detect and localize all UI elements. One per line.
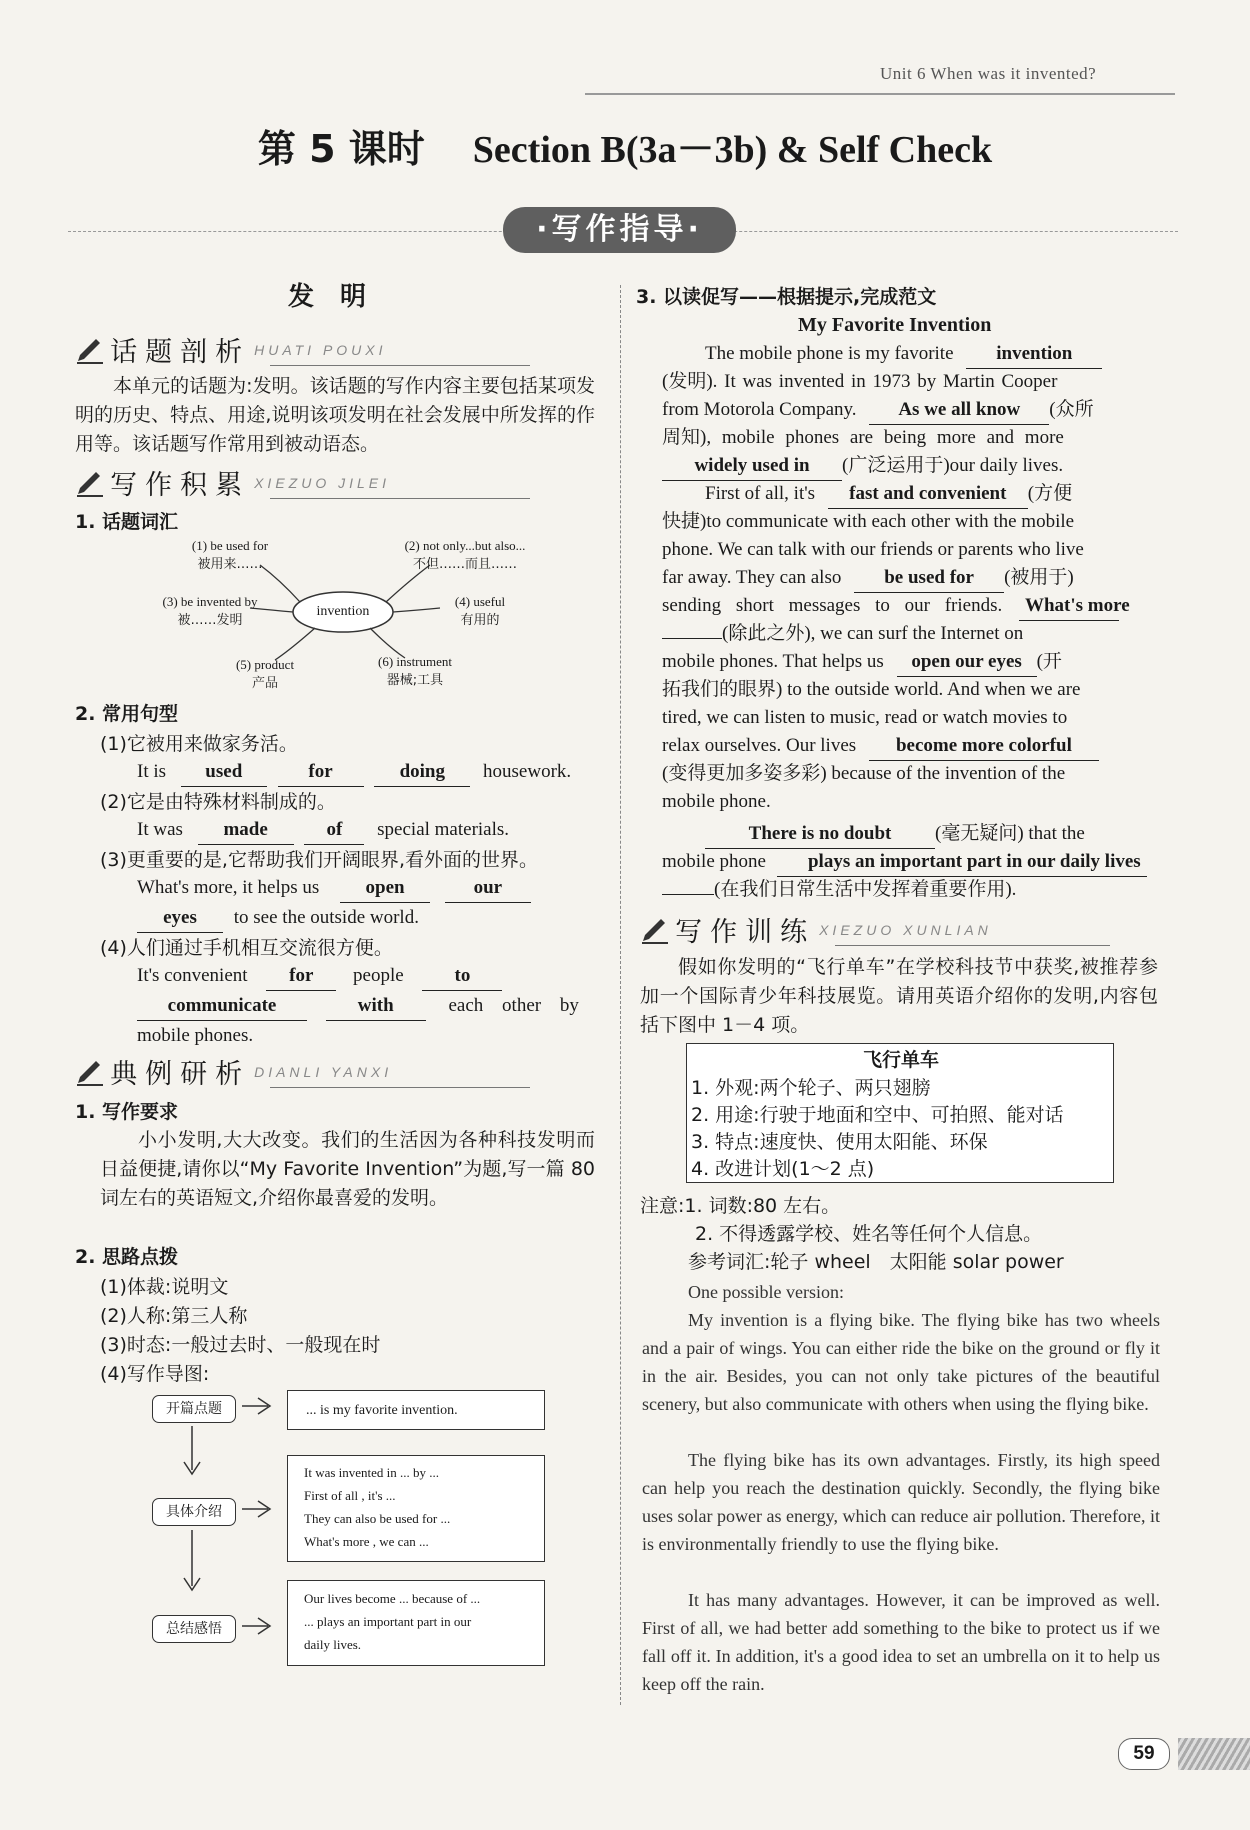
node-zh: 被用来…… [197,557,263,572]
title-en: Section B(3a－3b) & Self Check [472,129,993,171]
section-writing-accumulation [75,463,390,501]
text: (开 [1036,651,1062,672]
text: (毫无疑问) that the [935,823,1085,844]
hint-3: (3)时态:一般过去时、一般现在时 [100,1334,381,1356]
node-en: (4) useful [454,594,506,609]
q3-title: 3. 以读促写——根据提示,完成范文 [636,286,937,308]
essay-line-17: mobile phone. [662,791,771,812]
answer: become more colorful [869,732,1099,761]
note-3: 参考词汇:轮子 wheel 太阳能 solar power [688,1251,1064,1273]
text: It's convenient [137,965,248,986]
section-pinyin: XIEZUO XUNLIAN [819,921,992,938]
section-rule [270,365,530,366]
section-rule [270,1087,530,1088]
sentence-1-en [137,758,571,787]
flow-step-1: 开篇点题 [152,1395,236,1423]
essay-line-8: phone. We can talk with our friends or parents who live [662,539,1084,560]
text: It is [137,761,167,782]
essay-line-11 [662,620,1023,648]
answer: made [198,816,294,845]
topic-heading: 发 明 [288,282,367,312]
text: mobile phones. That helps us [662,651,884,672]
section-title: 话题剖析 [110,337,251,368]
sentence-3-en [137,874,531,903]
table-title: 飞行单车 [862,1049,939,1071]
flow-box-text: daily lives. [304,1637,362,1652]
text: (众所 [1049,399,1094,420]
text: housework. [483,761,572,782]
sentence-4-zh: (4)人们通过手机相互交流很方便。 [100,937,393,959]
node-zh: 产品 [251,676,278,691]
node-zh: 不但……而且…… [412,557,517,572]
text: from Motorola Company. [662,399,857,420]
sentence-1-zh: (1)它被用来做家务活。 [100,733,298,755]
sub-hints: 2. 思路点拨 [75,1246,179,1268]
text: (方便 [1027,483,1073,504]
answer: widely used in [662,452,842,481]
note-1: 注意:1. 词数:80 左右。 [640,1195,841,1217]
section-title: 写作积累 [110,470,251,501]
answer: plays an important part in our daily lives [777,848,1147,877]
page-corner-stripe [1178,1738,1250,1770]
flow-box-text: It was invented in ... by ... [304,1465,440,1480]
page-title [0,118,1250,173]
answer: to [422,962,502,991]
essay-line-7: 快捷)to communicate with each other with the mobile [662,511,1075,532]
text: First of all, it's [705,483,816,504]
flow-arrows [150,1390,290,1660]
hint-1: (1)体裁:说明文 [100,1276,229,1298]
answer: our [445,874,531,903]
sub-topic-words: 1. 话题词汇 [75,511,179,533]
answer: eyes [137,904,223,933]
flow-box-text: They can also be used for ... [304,1511,451,1526]
pen-icon [75,468,105,498]
pen-icon [75,1057,105,1087]
sentence-2-en [137,816,509,845]
answer: for [266,962,336,991]
mind-center: invention [316,604,370,619]
answer: used [181,758,267,787]
node-en: (3) be invented by [162,594,258,609]
essay-title: My Favorite Invention [798,314,992,336]
mind-node-5 [210,655,320,693]
text: mobile phone [662,851,766,872]
text: far away. They can also [662,567,842,588]
section-title: 写作训练 [675,917,816,948]
answer: communicate [137,992,307,1021]
flow-box-1 [287,1390,545,1430]
flow-box-text: Our lives become ... because of ... [304,1591,481,1606]
text: to see the outside world. [233,907,419,928]
flow-box-2 [287,1455,545,1562]
text: sending short messages to our friends. [662,595,1003,616]
text: What's more, it helps us [137,877,320,898]
answer: fast and convenient [828,480,1028,509]
section-pinyin: HUATI POUXI [254,341,387,358]
text: (除此之外), we can surf the Internet on [722,623,1024,644]
answer: As we all know [869,396,1049,425]
hint-2: (2)人称:第三人称 [100,1305,248,1327]
essay-line-10 [662,592,1130,621]
hint-4: (4)写作导图: [100,1363,210,1385]
sample-para-1: My invention is a flying bike. The flying bike has two wheels and a pair of wings. You can either ride the bike on the ground or fly it in the air. Besides, you can not only take pictures of the beautiful scenery, but also communicate with others when using the flying bike. [642,1310,1160,1414]
flow-step-2: 具体介绍 [152,1498,236,1526]
mind-node-2 [385,536,545,574]
sample-para-3: It has many advantages. However, it can be improved as well. First of all, we had better add something to the bike to protect us if we fall off it. In addition, it's a good idea to set an umbrella on it to help us keep off the rain. [642,1590,1160,1694]
answer: open [340,874,430,903]
essay-line-14: tired, we can listen to music, read or watch movies to [662,707,1068,728]
answer: of [304,816,364,845]
flow-box-3 [287,1580,545,1666]
answer: What's more [1019,592,1119,621]
topic-analysis-text: 本单元的话题为:发明。该话题的写作内容主要包括某项发明的历史、特点、用途,说明该项发明在社会发展中所发挥的作用等。该话题写作常用到被动语态。 [75,375,595,455]
section-example-analysis [75,1052,392,1090]
text: relax ourselves. Our lives [662,735,857,756]
node-zh: 器械;工具 [386,673,444,688]
essay-line-19 [662,848,1147,877]
answer: open our eyes [897,648,1037,677]
note-2: 2. 不得透露学校、姓名等任何个人信息。 [695,1223,1043,1245]
node-en: (6) instrument [377,654,452,669]
essay-line-4: 周知), mobile phones are being more and more [662,427,1064,448]
flow-box-text: What's more , we can ... [304,1534,429,1549]
essay-line-12 [662,648,1062,677]
pen-icon [640,915,670,945]
writing-requirements: 小小发明,大大改变。我们的生活因为各种科技发明而日益便捷,请你以“My Favorite Invention”为题,写一篇 80 词左右的英语短文,介绍你最喜爱的发明。 [100,1129,595,1209]
sub-sentence-patterns: 2. 常用句型 [75,703,179,725]
sentence-3-zh: (3)更重要的是,它帮助我们开阔眼界,看外面的世界。 [100,849,538,871]
flow-box-text: ... is my favorite invention. [306,1403,458,1418]
essay-line-15 [662,732,1099,761]
essay-line-13: 拓我们的眼界) to the outside world. And when we are [662,679,1081,700]
text: The mobile phone is my favorite [705,343,954,364]
table-row: 1. 外观:两个轮子、两只翅膀 [691,1077,931,1099]
mind-node-4 [430,592,530,630]
sentence-2-zh: (2)它是由特殊材料制成的。 [100,791,336,813]
section-pinyin: DIANLI YANXI [254,1063,393,1080]
sentence-4-en-end: mobile phones. [137,1025,254,1046]
essay-line-20 [662,876,1016,904]
table-row: 2. 用途:行驶于地面和空中、可拍照、能对话 [691,1104,1064,1126]
sample-para-2: The flying bike has its own advantages. Firstly, its high speed can help you reach the destination quickly. Secondly, the flying bike uses solar power as energy, which can reduce air pollution. Therefore, it is environmentally friendly to use the flying bike. [642,1450,1160,1554]
text: (被用于) [1004,567,1074,588]
section-topic-analysis [75,330,387,368]
unit-header: Unit 6 When was it invented? [880,64,1097,83]
sub-requirements: 1. 写作要求 [75,1101,179,1123]
answer: with [326,992,426,1021]
section-rule [270,498,530,499]
answer: There is no doubt [705,820,935,849]
text: (在我们日常生活中发挥着重要作用). [714,879,1017,900]
answer: invention [966,340,1102,369]
answer: for [278,758,364,787]
node-zh: 被……发明 [177,613,243,628]
text: each other by [448,995,579,1016]
flow-box-text: First of all , it's ... [304,1488,396,1503]
flow-box-text: ... plays an important part in our [304,1614,472,1629]
mind-node-6 [350,652,480,690]
node-en: (2) not only...but also... [404,538,526,553]
essay-line-5 [662,452,1063,481]
title-zh: 第 5 课时 [257,127,425,171]
practice-task: 假如你发明的“飞行单车”在学校科技节中获奖,被推荐参加一个国际青少年科技展览。请用英语介绍你的发明,内容包括下图中 1－4 项。 [640,956,1158,1036]
pen-icon [75,335,105,365]
node-zh: 有用的 [460,613,500,628]
section-title: 典例研析 [110,1059,251,1090]
table-row: 4. 改进计划(1～2 点) [691,1158,875,1180]
text: It was [137,819,183,840]
essay-line-2: (发明). It was invented in 1973 by Martin Cooper [662,371,1058,392]
essay-line-18 [705,820,1085,849]
essay-line-9 [662,564,1074,593]
section-writing-practice [640,910,992,948]
essay-line-6 [705,480,1072,509]
sentence-4-en-cont [137,992,579,1021]
answer-cont [662,638,722,639]
sentence-4-en [137,962,502,991]
header-rule [585,93,1175,95]
flying-bike-table [686,1043,1114,1183]
essay-line-1 [705,340,1102,369]
answer: doing [374,758,470,787]
text: (广泛运用于)our daily lives. [842,455,1064,476]
node-en: (5) product [235,657,295,672]
essay-line-16: (变得更加多姿多彩) because of the invention of the [662,763,1066,784]
answer: be used for [854,564,1004,593]
table-row: 3. 特点:速度快、使用太阳能、环保 [691,1131,988,1153]
one-possible-version: One possible version: [688,1282,844,1302]
section-pinyin: XIEZUO JILEI [254,474,391,491]
text: special materials. [377,819,510,840]
section-rule [835,945,1110,946]
column-divider [620,285,621,1705]
node-en: (1) be used for [191,538,269,553]
mind-node-1 [160,536,300,574]
sentence-3-en-cont [137,904,419,933]
answer: people [353,965,404,986]
flow-step-3: 总结感悟 [152,1615,236,1643]
writing-guide-banner: ·写作指导· [503,207,736,253]
page-number: 59 [1118,1738,1170,1770]
essay-line-3 [662,396,1094,425]
answer-cont [662,894,714,895]
mind-node-3 [140,592,280,630]
